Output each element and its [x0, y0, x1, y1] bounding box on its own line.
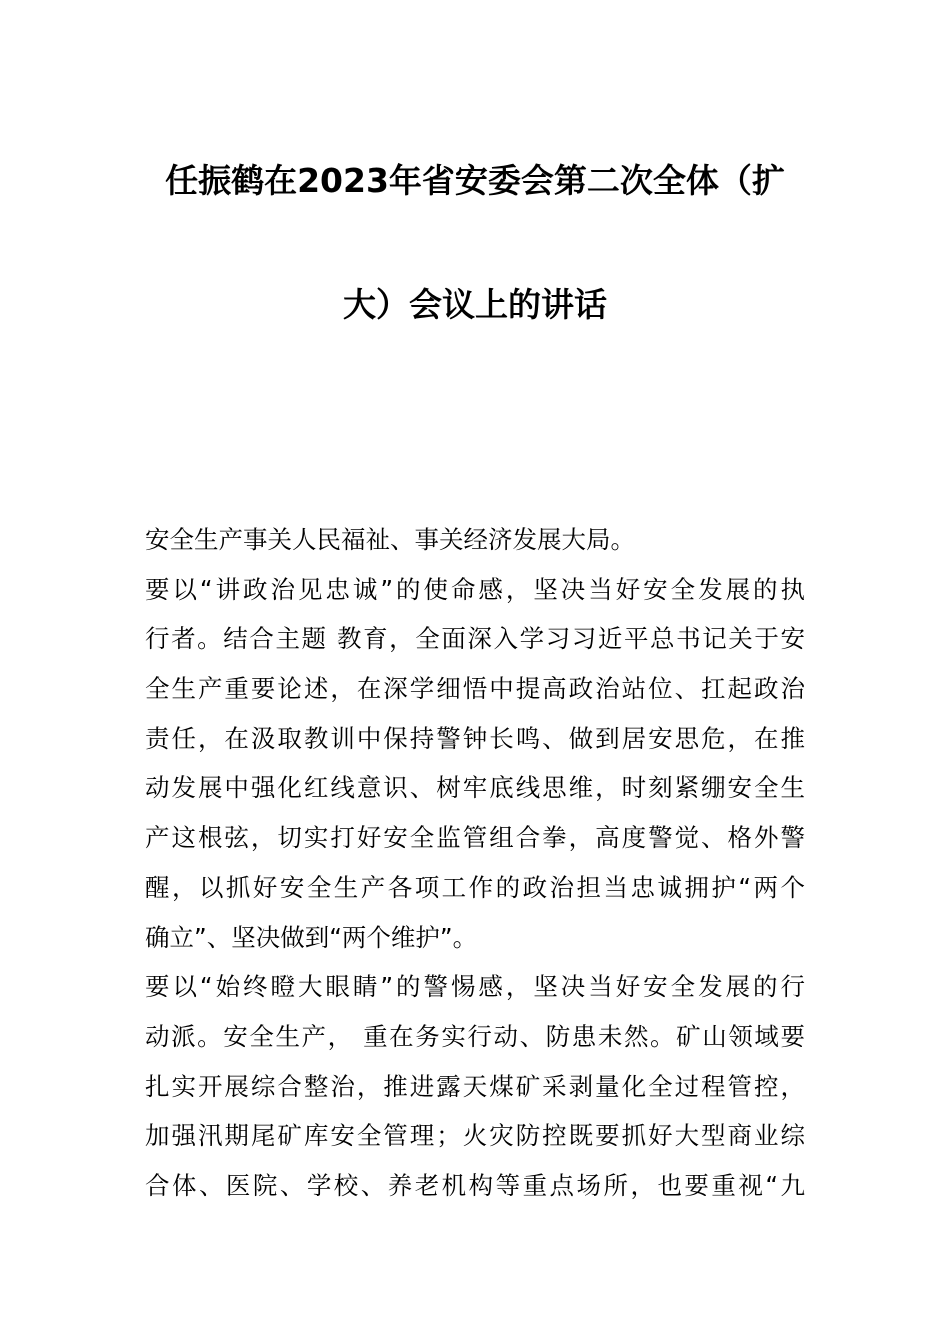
body-line: 加强汛期尾矿库安全管理；火灾防控既要抓好大型商业综 — [145, 1121, 805, 1151]
body-line: 动发展中强化红线意识、树牢底线思维，时刻紧绷安全生 — [145, 773, 805, 803]
body-line: 责任，在汲取教训中保持警钟长鸣、做到居安思危，在推 — [145, 723, 805, 753]
body-line: 行者。结合主题 教育，全面深入学习习近平总书记关于安 — [145, 624, 805, 654]
body-line: 动派。安全生产， 重在务实行动、防患未然。矿山领域要 — [145, 1021, 805, 1051]
body-line: 扎实开展综合整治，推进露天煤矿采剥量化全过程管控， — [145, 1071, 805, 1101]
body-line: 产这根弦，切实打好安全监管组合拳，高度警觉、格外警 — [145, 823, 805, 853]
body-line: 醒，以抓好安全生产各项工作的政治担当忠诚拥护“两个 — [145, 872, 805, 902]
body-line: 安全生产事关人民福祉、事关经济发展大局。 — [145, 525, 635, 554]
title-line-1: 任振鹤在2023年省安委会第二次全体（扩 — [165, 161, 785, 200]
body-line: 合体、医院、学校、养老机构等重点场所，也要重视“九 — [145, 1170, 805, 1200]
title-line-2: 大）会议上的讲话 — [343, 285, 607, 324]
body-line: 要以“讲政治见忠诚”的使命感，坚决当好安全发展的执 — [145, 574, 805, 604]
body-line: 确立”、坚决做到“两个维护”。 — [145, 922, 478, 952]
document-body — [145, 515, 805, 1211]
body-line: 要以“始终瞪大眼睛”的警惕感，坚决当好安全发展的行 — [145, 972, 805, 1002]
body-line: 全生产重要论述，在深学细悟中提高政治站位、扛起政治 — [145, 674, 805, 704]
document-title — [145, 150, 805, 336]
